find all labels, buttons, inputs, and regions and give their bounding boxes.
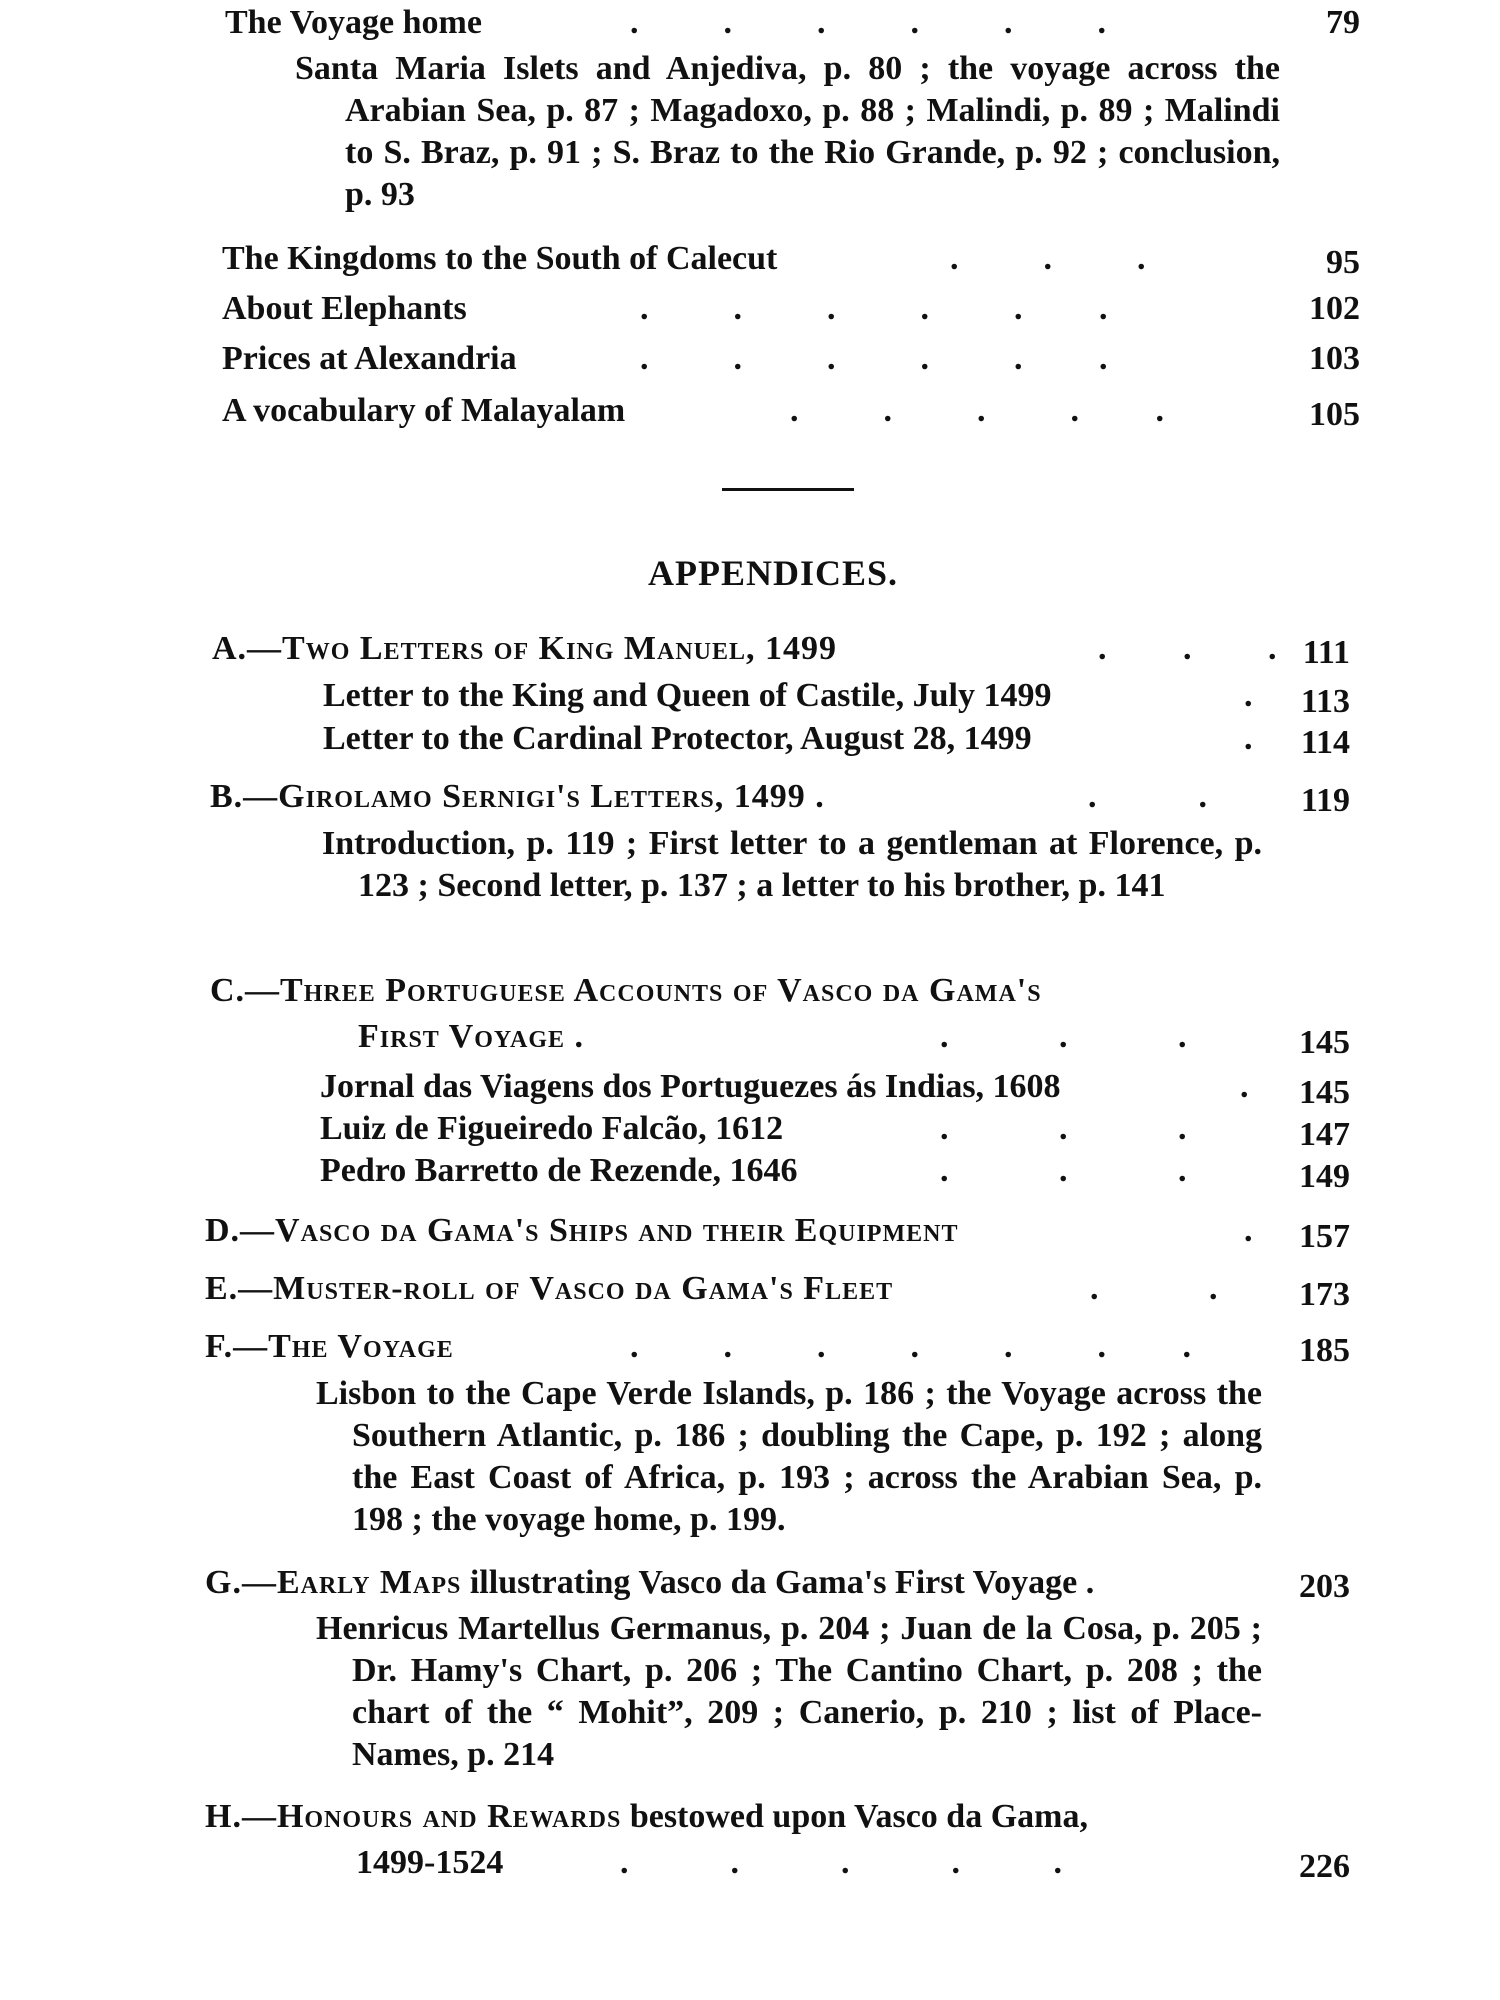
appendix-a-sub-1-page: 113 bbox=[1300, 683, 1350, 720]
appendix-h-title-sc: H.—Honours and Rewards bbox=[205, 1798, 622, 1835]
appendix-d-title: D.—Vasco da Gama's Ships and their Equipment bbox=[205, 1212, 959, 1249]
leader-dots: . bbox=[1244, 677, 1253, 714]
appendix-g-page: 203 bbox=[1299, 1568, 1350, 1605]
appendix-h-page: 226 bbox=[1299, 1848, 1350, 1885]
entry-voyage-home-title: The Voyage home bbox=[225, 4, 482, 41]
appendix-c-sub-1-title: Jornal das Viagens dos Portuguezes ás Indias, 1608 bbox=[320, 1068, 1061, 1105]
leader-dots: . . . bbox=[950, 240, 1146, 277]
leader-dots: . . . bbox=[940, 1152, 1187, 1189]
entry-kingdoms-title: The Kingdoms to the South of Calecut bbox=[222, 240, 778, 277]
appendix-c-title-line1: C.—Three Portuguese Accounts of Vasco da Gama's bbox=[210, 972, 1042, 1009]
leader-dots: . . . bbox=[1098, 630, 1277, 667]
appendix-b-title: B.—Girolamo Sernigi's Letters, 1499 . bbox=[210, 778, 825, 815]
appendix-b-desc: Introduction, p. 119 ; First letter to a gentleman at Florence, p. 123 ; Second letter, p. 137 ; a letter to his brother, p. 141 bbox=[322, 825, 1262, 904]
appendix-f-page: 185 bbox=[1299, 1332, 1350, 1369]
appendix-c-sub-2-page: 147 bbox=[1299, 1116, 1350, 1153]
appendix-f-desc: Lisbon to the Cape Verde Islands, p. 186 ; the Voyage across the Southern Atlantic, p. 186 ; doubling the Cape, p. 192 ; along the East Coast of Africa, p. 193 ; across the Arabian Sea, p. 198 ; the voyage home, p. 199. bbox=[316, 1375, 1262, 1538]
leader-dots: . . . . . . bbox=[640, 340, 1108, 377]
appendix-a-page: 111 bbox=[1302, 634, 1350, 671]
leader-dots: . . . . . . bbox=[630, 4, 1106, 41]
leader-dots: . . . . . bbox=[620, 1844, 1062, 1881]
leader-dots: . bbox=[1244, 720, 1253, 757]
entry-voyage-home-desc: Santa Maria Islets and Anjediva, p. 80 ; the voyage across the Arabian Sea, p. 87 ; Magadoxo, p. 88 ; Malindi, p. 89 ; Malindi to S. Braz, p. 91 ; S. Braz to the Rio Grande, p. 92 ; conclusion, p. 93 bbox=[295, 50, 1280, 213]
appendix-a-sub-1-title: Letter to the King and Queen of Castile, July 1499 bbox=[323, 677, 1052, 714]
entry-elephants-title: About Elephants bbox=[222, 290, 467, 327]
appendix-c-sub-3-title: Pedro Barretto de Rezende, 1646 bbox=[320, 1152, 798, 1189]
appendix-a-title: A.—Two Letters of King Manuel, 1499 bbox=[212, 630, 838, 667]
entry-prices-title: Prices at Alexandria bbox=[222, 340, 517, 377]
appendix-c-sub-3-page: 149 bbox=[1299, 1158, 1350, 1195]
appendix-g-title bbox=[205, 1562, 1094, 1604]
section-divider bbox=[722, 488, 854, 491]
appendix-e-title: E.—Muster-roll of Vasco da Gama's Fleet bbox=[205, 1270, 894, 1307]
appendix-c-sub-1-page: 145 bbox=[1299, 1074, 1350, 1111]
entry-voyage-home-page: 79 bbox=[1326, 4, 1360, 41]
appendix-c-title-line2: First Voyage . bbox=[358, 1018, 585, 1055]
leader-dots: . . . bbox=[940, 1110, 1187, 1147]
entry-kingdoms-page: 95 bbox=[1326, 244, 1360, 281]
leader-dots: . bbox=[1240, 1068, 1249, 1105]
entry-vocabulary-title: A vocabulary of Malayalam bbox=[222, 392, 626, 429]
appendix-g-title-sc: G.—Early Maps bbox=[205, 1564, 462, 1601]
leader-dots: . . . . . . bbox=[640, 290, 1108, 327]
appendix-a-sub-2-title: Letter to the Cardinal Protector, August 28, 1499 bbox=[323, 720, 1032, 757]
appendix-e-page: 173 bbox=[1299, 1276, 1350, 1313]
leader-dots: . . . . . bbox=[790, 392, 1164, 429]
appendices-heading: APPENDICES. bbox=[648, 553, 899, 593]
appendix-g-title-rest: illustrating Vasco da Gama's First Voyage . bbox=[461, 1564, 1095, 1601]
appendix-d-page: 157 bbox=[1299, 1218, 1350, 1255]
appendix-g-desc: Henricus Martellus Germanus, p. 204 ; Juan de la Cosa, p. 205 ; Dr. Hamy's Chart, p. 206 ; The Cantino Chart, p. 208 ; the chart of the “ Mohit”, 209 ; Canerio, p. 210 ; list of Place-Names, p. 214 bbox=[316, 1610, 1262, 1773]
appendix-c-page: 145 bbox=[1299, 1024, 1350, 1061]
appendix-h-title-rest: bestowed upon Vasco da Gama, bbox=[621, 1798, 1088, 1835]
appendix-h-title bbox=[205, 1796, 1088, 1838]
appendix-c-sub-2-title: Luiz de Figueiredo Falcão, 1612 bbox=[320, 1110, 784, 1147]
leader-dots: . . . bbox=[940, 1018, 1187, 1055]
appendix-a-sub-2-page: 114 bbox=[1300, 724, 1350, 761]
appendix-b-page: 119 bbox=[1300, 782, 1350, 819]
entry-elephants-page: 102 bbox=[1309, 290, 1360, 327]
entry-vocabulary-page: 105 bbox=[1309, 396, 1360, 433]
appendix-h-title-line2: 1499-1524 bbox=[356, 1844, 504, 1881]
leader-dots: . . bbox=[1090, 1270, 1218, 1307]
entry-prices-page: 103 bbox=[1309, 340, 1360, 377]
leader-dots: . . bbox=[1088, 778, 1207, 815]
leader-dots: . bbox=[1244, 1212, 1253, 1249]
leader-dots: . . . . . . . bbox=[630, 1328, 1191, 1365]
appendix-f-title: F.—The Voyage bbox=[205, 1328, 454, 1365]
